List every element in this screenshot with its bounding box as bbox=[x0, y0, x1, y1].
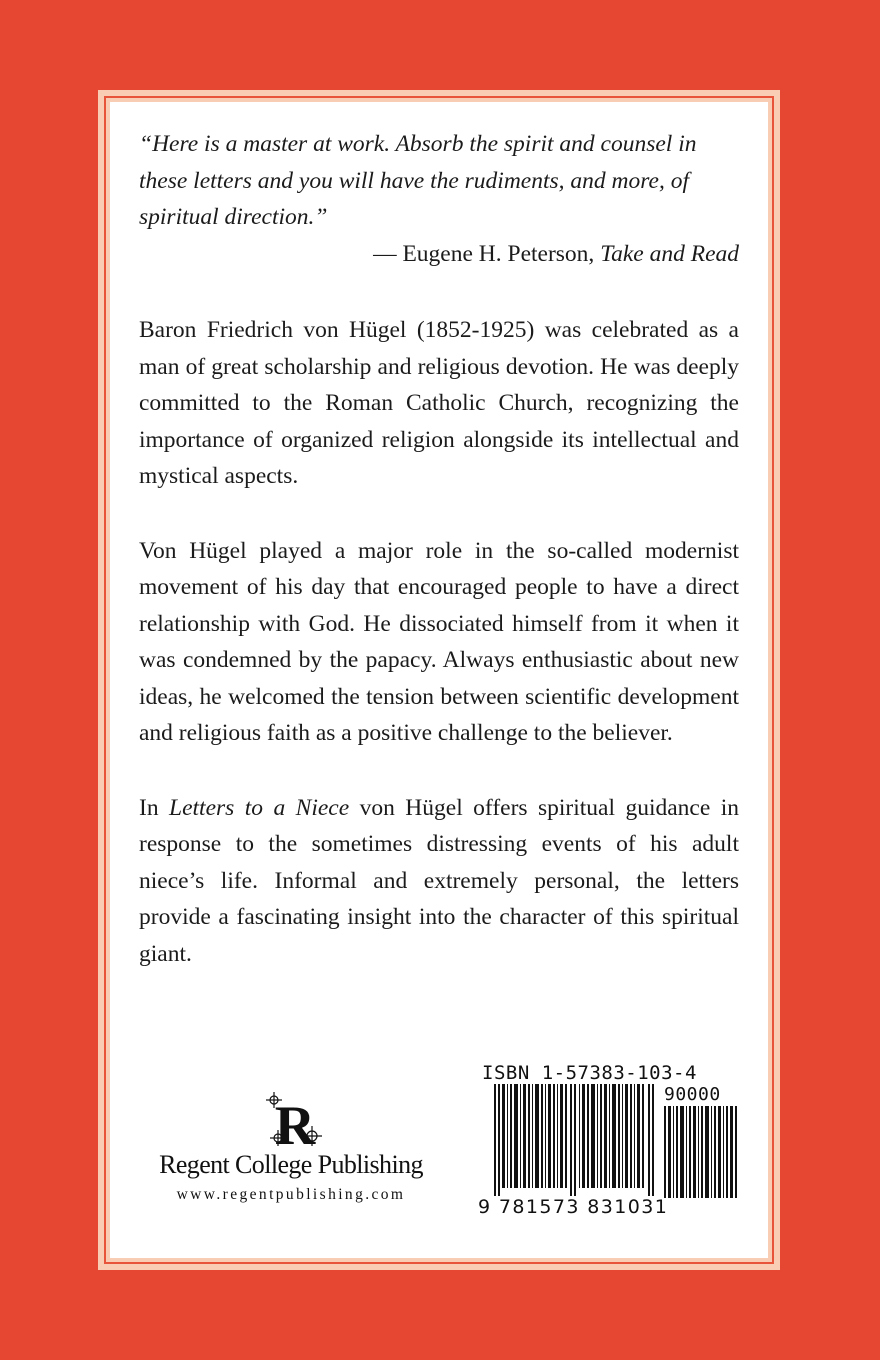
barcode-bars bbox=[494, 1084, 654, 1196]
price-code: 90000 bbox=[664, 1084, 721, 1105]
svg-text:R: R bbox=[274, 1095, 316, 1152]
ean-number: 9 781573 831031 bbox=[478, 1196, 669, 1218]
publisher-logo-icon bbox=[264, 1092, 324, 1152]
publisher-name: Regent College Publishing bbox=[159, 1150, 423, 1179]
endorsement-quote: “Here is a master at work. Absorb the spirit and counsel in these letters and you will have the rudiments, and more, of spiritual direction.” bbox=[139, 131, 697, 230]
isbn-label: ISBN 1-57383-103-4 bbox=[482, 1062, 697, 1084]
publisher-website: www.regentpublishing.com bbox=[176, 1186, 406, 1203]
paragraph-modernism: Von Hügel played a major role in the so-called modernist movement of his day that encouraged people to have a direct relationship with God. He dissociated himself from it when it was condemned by the papacy. Always enthusiastic about new ideas, he welcomed the tension between scientific development and religious faith as a positive challenge to the believer. bbox=[139, 537, 739, 746]
book-title: Letters to a Niece bbox=[169, 794, 350, 821]
paragraph-book-description: In Letters to a Niece von Hügel offers spiritual guidance in response to the sometimes distressing events of his adult niece’s life. Informal and extremely personal, the letters provide a fascinating insight into the character of this spiritual giant. bbox=[139, 794, 740, 967]
attribution-source: Take and Read bbox=[600, 240, 739, 267]
paragraph-biography: Baron Friedrich von Hügel (1852-1925) was celebrated as a man of great scholarship and religious devotion. He was deeply committed to the Roman Catholic Church, recognizing the importance of organized religion alongside its intellectual and mystical aspects. bbox=[139, 317, 739, 489]
price-barcode-bars bbox=[664, 1106, 738, 1198]
isbn-barcode bbox=[476, 1062, 748, 1222]
quote-attribution: — Eugene H. Peterson, Take and Read bbox=[373, 240, 739, 267]
footer bbox=[136, 1062, 746, 1232]
back-cover-text bbox=[139, 126, 739, 1010]
